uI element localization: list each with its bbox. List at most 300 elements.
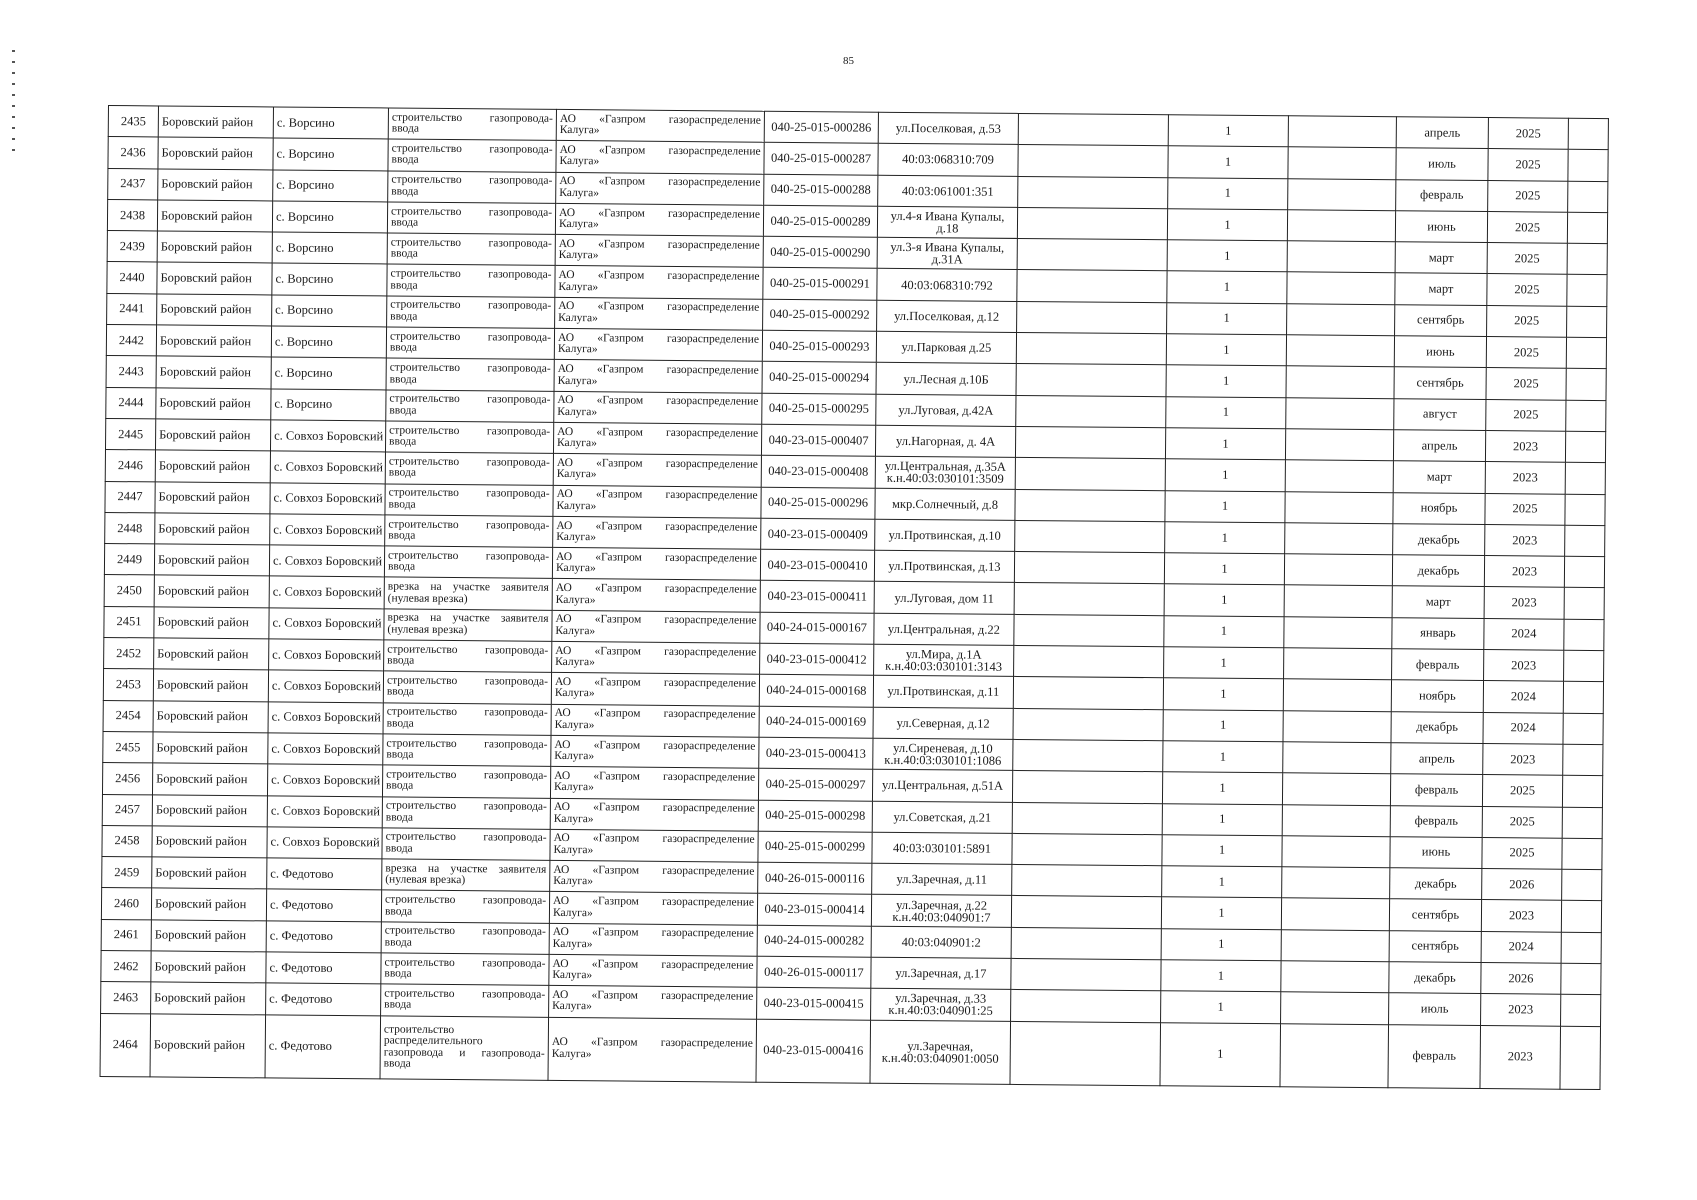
month-cell: февраль: [1390, 774, 1482, 806]
quantity-cell: 1: [1166, 365, 1286, 397]
settlement-cell: с. Ворсино: [273, 107, 388, 139]
quantity-cell: 1: [1167, 240, 1287, 272]
application-code-cell: 040-25-015-000295: [762, 393, 876, 425]
month-cell: февраль: [1392, 649, 1484, 681]
month-cell: январь: [1392, 617, 1484, 649]
month-cell: февраль: [1390, 805, 1482, 837]
empty-cell: [1015, 520, 1165, 553]
year-cell: 2025: [1485, 493, 1565, 525]
row-number: 2451: [104, 606, 154, 638]
district-cell: Боровский район: [153, 669, 268, 701]
row-number: 2457: [102, 794, 152, 826]
work-type-cell: строительство газопровода-ввода: [385, 515, 553, 548]
empty-cell: [1567, 243, 1607, 275]
empty-cell: [1565, 431, 1605, 463]
organization-cell: АО «Газпром газораспределение Калуга»: [556, 172, 764, 205]
row-number: 2464: [100, 1013, 151, 1076]
settlement-cell: с. Совхоз Боровский: [268, 733, 383, 765]
settlement-cell: с. Ворсино: [272, 295, 387, 327]
quantity-cell: 1: [1165, 522, 1285, 554]
organization-cell: АО «Газпром газораспределение Калуга»: [552, 610, 760, 643]
year-cell: 2025: [1482, 806, 1562, 838]
year-cell: 2025: [1488, 118, 1568, 150]
address-cell: ул.Центральная, д.22: [874, 613, 1014, 646]
year-cell: 2023: [1485, 524, 1565, 556]
address-cell: ул.4-я Ивана Купалы, д.18: [877, 206, 1017, 239]
organization-cell: АО «Газпром газораспределение Калуга»: [552, 641, 760, 674]
row-number: 2459: [102, 857, 152, 889]
address-cell: 40:03:061001:351: [878, 175, 1018, 208]
year-cell: 2023: [1481, 900, 1561, 932]
row-number: 2455: [103, 731, 153, 763]
empty-cell: [1014, 583, 1164, 616]
empty-cell: [1284, 648, 1392, 680]
settlement-cell: с. Федотово: [266, 889, 381, 921]
quantity-cell: 1: [1168, 177, 1288, 209]
empty-cell: [1012, 833, 1162, 866]
year-cell: 2023: [1483, 743, 1563, 775]
organization-cell: АО «Газпром газораспределение Калуга»: [550, 767, 758, 800]
district-cell: Боровский район: [157, 231, 272, 263]
work-type-cell: строительство газопровода-ввода: [382, 765, 550, 798]
row-number: 2454: [103, 700, 153, 732]
work-type-cell: строительство газопровода-ввода: [385, 483, 553, 516]
organization-cell: АО «Газпром газораспределение Калуга»: [549, 986, 757, 1019]
settlement-cell: с. Совхоз Боровский: [269, 639, 384, 671]
work-type-cell: строительство газопровода-ввода: [381, 984, 549, 1017]
organization-cell: АО «Газпром газораспределение Калуга»: [549, 954, 757, 987]
work-type-cell: строительство газопровода-ввода: [382, 828, 550, 861]
address-cell: ул.Поселковая, д.53: [878, 112, 1018, 145]
district-cell: Боровский район: [155, 419, 270, 451]
month-cell: декабрь: [1391, 711, 1483, 743]
empty-cell: [1283, 679, 1391, 711]
empty-cell: [1282, 804, 1390, 836]
address-cell: ул.Луговая, д.42А: [876, 394, 1016, 427]
application-code-cell: 040-23-015-000407: [761, 424, 875, 456]
empty-cell: [1014, 552, 1164, 585]
organization-cell: АО «Газпром газораспределение Калуга»: [553, 454, 761, 487]
empty-cell: [1017, 239, 1167, 272]
month-cell: сентябрь: [1389, 930, 1481, 962]
organization-cell: АО «Газпром газораспределение Калуга»: [555, 203, 763, 236]
year-cell: 2023: [1485, 462, 1565, 494]
address-cell: ул.Заречная, д.33 к.н.40:03:040901:25: [871, 989, 1011, 1022]
organization-cell: АО «Газпром газораспределение Калуга»: [556, 141, 764, 174]
district-cell: Боровский район: [153, 732, 268, 764]
organization-cell: АО «Газпром газораспределение Калуга»: [551, 704, 759, 737]
year-cell: 2024: [1481, 931, 1561, 963]
month-cell: июнь: [1395, 211, 1487, 243]
empty-cell: [1014, 645, 1164, 678]
year-cell: 2025: [1487, 305, 1567, 337]
district-cell: Боровский район: [155, 513, 270, 545]
address-cell: 40:03:030101:5891: [872, 832, 1012, 865]
month-cell: март: [1395, 242, 1487, 274]
empty-cell: [1281, 929, 1389, 961]
settlement-cell: с. Совхоз Боровский: [270, 514, 385, 546]
district-cell: Боровский район: [158, 137, 273, 169]
year-cell: 2025: [1487, 274, 1567, 306]
empty-cell: [1286, 397, 1394, 429]
district-cell: Боровский район: [153, 701, 268, 733]
year-cell: 2024: [1483, 712, 1563, 744]
empty-cell: [1287, 210, 1395, 242]
district-cell: Боровский район: [151, 888, 266, 920]
empty-cell: [1562, 775, 1602, 807]
empty-cell: [1010, 1021, 1161, 1085]
work-type-cell: врезка на участке заявителя (нулевая врезка): [384, 609, 552, 642]
month-cell: декабрь: [1389, 962, 1481, 994]
empty-cell: [1016, 364, 1166, 397]
month-cell: сентябрь: [1389, 899, 1481, 931]
address-cell: 40:03:040901:2: [871, 926, 1011, 959]
settlement-cell: с. Ворсино: [272, 232, 387, 264]
empty-cell: [1281, 961, 1389, 993]
empty-cell: [1567, 306, 1607, 338]
empty-cell: [1286, 335, 1394, 367]
month-cell: ноябрь: [1393, 492, 1485, 524]
month-cell: март: [1393, 461, 1485, 493]
empty-cell: [1015, 489, 1165, 522]
empty-cell: [1285, 460, 1393, 492]
district-cell: Боровский район: [156, 325, 271, 357]
quantity-cell: 1: [1164, 615, 1284, 647]
gasification-registry-table: [100, 105, 1609, 1090]
application-code-cell: 040-25-015-000286: [764, 111, 878, 143]
empty-cell: [1018, 145, 1168, 178]
quantity-cell: 1: [1161, 960, 1281, 992]
quantity-cell: 1: [1167, 271, 1287, 303]
work-type-cell: строительство газопровода-ввода: [381, 922, 549, 955]
quantity-cell: 1: [1167, 209, 1287, 241]
month-cell: февраль: [1396, 179, 1488, 211]
quantity-cell: 1: [1162, 835, 1282, 867]
empty-cell: [1567, 275, 1607, 307]
year-cell: 2025: [1487, 243, 1567, 275]
row-number: 2448: [105, 512, 155, 544]
year-cell: 2025: [1486, 337, 1566, 369]
quantity-cell: 1: [1164, 553, 1284, 585]
quantity-cell: 1: [1160, 1022, 1281, 1086]
organization-cell: АО «Газпром газораспределение Калуга»: [550, 829, 758, 862]
district-cell: Боровский район: [155, 450, 270, 482]
application-code-cell: 040-24-015-000168: [759, 675, 873, 707]
month-cell: март: [1395, 273, 1487, 305]
application-code-cell: 040-23-015-000409: [761, 518, 875, 550]
address-cell: мкр.Солнечный, д.8: [875, 488, 1015, 521]
row-number: 2449: [104, 544, 154, 576]
empty-cell: [1013, 677, 1163, 710]
month-cell: март: [1392, 586, 1484, 618]
application-code-cell: 040-24-015-000169: [759, 706, 873, 738]
month-cell: декабрь: [1392, 555, 1484, 587]
settlement-cell: с. Ворсино: [271, 357, 386, 389]
year-cell: 2025: [1486, 368, 1566, 400]
address-cell: ул.Парковая д.25: [876, 331, 1016, 364]
year-cell: 2025: [1487, 211, 1567, 243]
row-number: 2447: [105, 481, 155, 513]
empty-cell: [1560, 1026, 1601, 1089]
settlement-cell: с. Совхоз Боровский: [270, 451, 385, 483]
empty-cell: [1561, 932, 1601, 964]
month-cell: август: [1394, 398, 1486, 430]
row-number: 2439: [107, 231, 157, 263]
empty-cell: [1568, 150, 1608, 182]
district-cell: Боровский район: [152, 763, 267, 795]
empty-cell: [1567, 212, 1607, 244]
address-cell: ул.Протвинская, д.10: [875, 519, 1015, 552]
empty-cell: [1016, 333, 1166, 366]
address-cell: 40:03:068310:709: [878, 144, 1018, 177]
empty-cell: [1015, 426, 1165, 459]
empty-cell: [1281, 992, 1389, 1024]
address-cell: ул.Протвинская, д.13: [874, 550, 1014, 583]
empty-cell: [1018, 176, 1168, 209]
month-cell: июль: [1389, 993, 1481, 1025]
settlement-cell: с. Совхоз Боровский: [269, 545, 384, 577]
work-type-cell: строительство газопровода-ввода: [388, 139, 556, 172]
settlement-cell: с. Ворсино: [272, 201, 387, 233]
organization-cell: АО «Газпром газораспределение Калуга»: [549, 892, 757, 925]
empty-cell: [1288, 178, 1396, 210]
empty-cell: [1015, 458, 1165, 491]
quantity-cell: 1: [1165, 459, 1285, 491]
month-cell: апрель: [1393, 430, 1485, 462]
district-cell: Боровский район: [154, 575, 269, 607]
empty-cell: [1286, 366, 1394, 398]
year-cell: 2025: [1482, 837, 1562, 869]
settlement-cell: с. Совхоз Боровский: [268, 670, 383, 702]
empty-cell: [1284, 554, 1392, 586]
table-row: [100, 1013, 1600, 1089]
row-number: 2440: [107, 262, 157, 294]
application-code-cell: 040-23-015-000416: [756, 1019, 871, 1083]
district-cell: Боровский район: [155, 481, 270, 513]
quantity-cell: 1: [1164, 647, 1284, 679]
application-code-cell: 040-25-015-000297: [758, 768, 872, 800]
address-cell: ул.Северная, д.12: [873, 707, 1013, 740]
month-cell: ноябрь: [1391, 680, 1483, 712]
empty-cell: [1284, 585, 1392, 617]
work-type-cell: врезка на участке заявителя (нулевая врезка): [384, 577, 552, 610]
settlement-cell: с. Совхоз Боровский: [267, 764, 382, 796]
month-cell: сентябрь: [1395, 305, 1487, 337]
empty-cell: [1566, 369, 1606, 401]
district-cell: Боровский район: [151, 951, 266, 983]
quantity-cell: 1: [1165, 428, 1285, 460]
settlement-cell: с. Ворсино: [273, 138, 388, 170]
year-cell: 2025: [1488, 149, 1568, 181]
year-cell: 2025: [1486, 399, 1566, 431]
organization-cell: АО «Газпром газораспределение Калуга»: [554, 328, 762, 361]
quantity-cell: 1: [1164, 584, 1284, 616]
district-cell: Боровский район: [154, 544, 269, 576]
application-code-cell: 040-25-015-000296: [761, 487, 875, 519]
page-number: 85: [843, 55, 854, 67]
year-cell: 2026: [1481, 963, 1561, 995]
month-cell: июль: [1396, 148, 1488, 180]
address-cell: ул.Протвинская, д.11: [873, 676, 1013, 709]
address-cell: ул.Заречная, к.н.40:03:040901:0050: [870, 1020, 1011, 1084]
district-cell: Боровский район: [152, 826, 267, 858]
address-cell: ул.Советская, д.21: [872, 801, 1012, 834]
month-cell: сентябрь: [1394, 367, 1486, 399]
row-number: 2446: [105, 450, 155, 482]
month-cell: декабрь: [1393, 524, 1485, 556]
row-number: 2452: [104, 638, 154, 670]
row-number: 2458: [102, 825, 152, 857]
empty-cell: [1568, 181, 1608, 213]
settlement-cell: с. Совхоз Боровский: [267, 827, 382, 859]
empty-cell: [1288, 147, 1396, 179]
organization-cell: АО «Газпром газораспределение Калуга»: [553, 422, 761, 455]
application-code-cell: 040-25-015-000289: [763, 205, 877, 237]
application-code-cell: 040-26-015-000116: [758, 862, 872, 894]
settlement-cell: с. Ворсино: [273, 170, 388, 202]
empty-cell: [1562, 807, 1602, 839]
row-number: 2456: [102, 763, 152, 795]
work-type-cell: строительство газопровода-ввода: [386, 327, 554, 360]
empty-cell: [1017, 301, 1167, 334]
organization-cell: АО «Газпром газораспределение Калуга»: [555, 235, 763, 268]
address-cell: ул.3-я Ивана Купалы, д.31А: [877, 237, 1017, 270]
address-cell: ул.Центральная, д.51А: [872, 769, 1012, 802]
settlement-cell: с. Совхоз Боровский: [268, 702, 383, 734]
quantity-cell: 1: [1163, 709, 1283, 741]
work-type-cell: строительство газопровода-ввода: [383, 734, 551, 767]
row-number: 2435: [108, 106, 158, 138]
empty-cell: [1287, 272, 1395, 304]
row-number: 2461: [101, 919, 151, 951]
district-cell: Боровский район: [151, 982, 266, 1014]
address-cell: ул.Мира, д.1А к.н.40:03:030101:3143: [874, 644, 1014, 677]
settlement-cell: с. Федотово: [266, 983, 381, 1015]
month-cell: февраль: [1388, 1024, 1481, 1088]
empty-cell: [1561, 995, 1601, 1027]
empty-cell: [1285, 523, 1393, 555]
empty-cell: [1284, 617, 1392, 649]
empty-cell: [1012, 865, 1162, 898]
work-type-cell: строительство распределительного газопровода и газопровода-ввода: [380, 1016, 549, 1080]
address-cell: ул.Заречная, д.22 к.н.40:03:040901:7: [871, 895, 1011, 928]
empty-cell: [1566, 400, 1606, 432]
organization-cell: АО «Газпром газораспределение Калуга»: [555, 297, 763, 330]
year-cell: 2023: [1485, 431, 1565, 463]
application-code-cell: 040-23-015-000414: [757, 894, 871, 926]
empty-cell: [1016, 395, 1166, 428]
organization-cell: АО «Газпром газораспределение Калуга»: [551, 673, 759, 706]
year-cell: 2025: [1482, 775, 1562, 807]
empty-cell: [1287, 241, 1395, 273]
application-code-cell: 040-25-015-000291: [763, 268, 877, 300]
district-cell: Боровский район: [156, 388, 271, 420]
organization-cell: АО «Газпром газораспределение Калуга»: [548, 1017, 757, 1082]
district-cell: Боровский район: [154, 607, 269, 639]
work-type-cell: врезка на участке заявителя (нулевая врезка): [382, 859, 550, 892]
district-cell: Боровский район: [158, 106, 273, 138]
work-type-cell: строительство газопровода-ввода: [388, 108, 556, 141]
address-cell: ул.Луговая, дом 11: [874, 582, 1014, 615]
work-type-cell: строительство газопровода-ввода: [381, 953, 549, 986]
empty-cell: [1011, 927, 1161, 960]
empty-cell: [1285, 429, 1393, 461]
application-code-cell: 040-25-015-000293: [762, 330, 876, 362]
month-cell: декабрь: [1390, 868, 1482, 900]
row-number: 2460: [101, 888, 151, 920]
application-code-cell: 040-24-015-000282: [757, 925, 871, 957]
work-type-cell: строительство газопровода-ввода: [381, 890, 549, 923]
application-code-cell: 040-25-015-000288: [764, 174, 878, 206]
organization-cell: АО «Газпром газораспределение Калуга»: [550, 798, 758, 831]
quantity-cell: 1: [1162, 803, 1282, 835]
empty-cell: [1564, 556, 1604, 588]
empty-cell: [1563, 682, 1603, 714]
address-cell: ул.Заречная, д.11: [872, 863, 1012, 896]
year-cell: 2023: [1481, 994, 1561, 1026]
empty-cell: [1017, 207, 1167, 240]
year-cell: 2025: [1488, 180, 1568, 212]
quantity-cell: 1: [1161, 928, 1281, 960]
empty-cell: [1283, 742, 1391, 774]
quantity-cell: 1: [1161, 897, 1281, 929]
organization-cell: АО «Газпром газораспределение Калуга»: [553, 485, 761, 518]
application-code-cell: 040-23-015-000413: [759, 737, 873, 769]
empty-cell: [1564, 650, 1604, 682]
work-type-cell: строительство газопровода-ввода: [382, 796, 550, 829]
empty-cell: [1562, 838, 1602, 870]
application-code-cell: 040-25-015-000299: [758, 831, 872, 863]
empty-cell: [1017, 270, 1167, 303]
month-cell: июнь: [1394, 336, 1486, 368]
work-type-cell: строительство газопровода-ввода: [386, 358, 554, 391]
row-number: 2453: [103, 669, 153, 701]
work-type-cell: строительство газопровода-ввода: [388, 171, 556, 204]
address-cell: ул.Центральная, д.35А к.н.40:03:030101:3509: [875, 456, 1015, 489]
address-cell: ул.Лесная д.10Б: [876, 363, 1016, 396]
application-code-cell: 040-25-015-000298: [758, 800, 872, 832]
empty-cell: [1011, 958, 1161, 991]
year-cell: 2024: [1484, 618, 1564, 650]
organization-cell: АО «Газпром газораспределение Калуга»: [554, 391, 762, 424]
application-code-cell: 040-25-015-000290: [763, 236, 877, 268]
quantity-cell: 1: [1162, 772, 1282, 804]
empty-cell: [1011, 896, 1161, 929]
organization-cell: АО «Газпром газораспределение Калуга»: [556, 109, 764, 142]
year-cell: 2024: [1483, 681, 1563, 713]
work-type-cell: строительство газопровода-ввода: [383, 671, 551, 704]
quantity-cell: 1: [1163, 678, 1283, 710]
empty-cell: [1565, 494, 1605, 526]
empty-cell: [1561, 963, 1601, 995]
district-cell: Боровский район: [157, 294, 272, 326]
work-type-cell: строительство газопровода-ввода: [387, 202, 555, 235]
month-cell: апрель: [1396, 117, 1488, 149]
work-type-cell: строительство газопровода-ввода: [385, 421, 553, 454]
organization-cell: АО «Газпром газораспределение Калуга»: [554, 360, 762, 393]
quantity-cell: 1: [1166, 396, 1286, 428]
empty-cell: [1282, 773, 1390, 805]
application-code-cell: 040-25-015-000292: [763, 299, 877, 331]
row-number: 2463: [101, 982, 151, 1014]
district-cell: Боровский район: [157, 200, 272, 232]
empty-cell: [1565, 525, 1605, 557]
address-cell: ул.Поселковая, д.12: [877, 300, 1017, 333]
quantity-cell: 1: [1167, 303, 1287, 335]
row-number: 2462: [101, 950, 151, 982]
district-cell: Боровский район: [150, 1014, 266, 1078]
settlement-cell: с. Федотово: [266, 952, 381, 984]
